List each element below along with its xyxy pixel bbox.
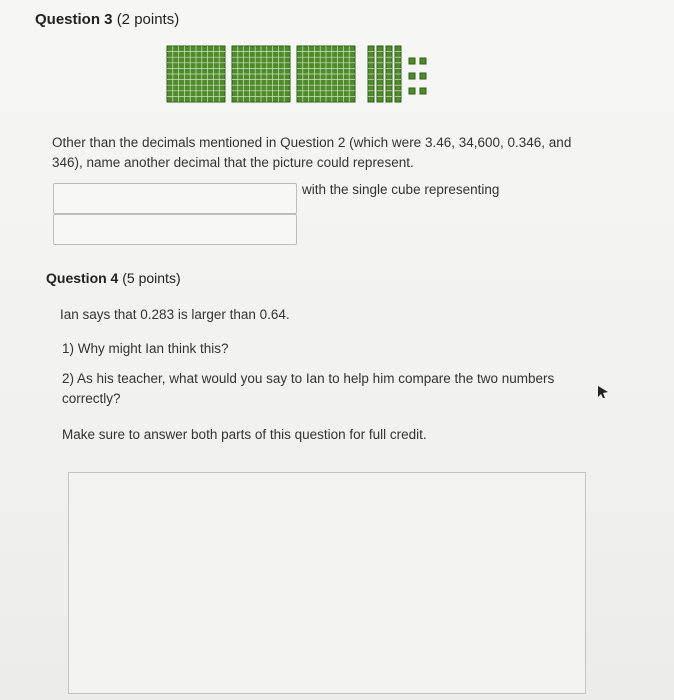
unit-cube-1 [409, 58, 415, 64]
flat-block-3 [297, 46, 355, 102]
question-3-header [35, 11, 179, 28]
rod-block-4 [395, 46, 401, 102]
rod-block-3 [386, 46, 392, 102]
mouse-cursor-icon [597, 385, 609, 399]
unit-cube-2 [409, 73, 415, 79]
question-4-label: Question 4 [46, 270, 119, 286]
flat-block-1 [167, 46, 225, 102]
base-ten-blocks-svg [165, 44, 465, 106]
base-ten-blocks-picture [165, 44, 465, 106]
unit-cube-5 [420, 73, 426, 79]
rod-block-2 [377, 46, 383, 102]
question-3-points: (2 points) [116, 11, 180, 28]
question-4-header [46, 270, 181, 286]
question-3-label: Question 3 [35, 11, 113, 28]
question-4-statement: Ian says that 0.283 is larger than 0.64. [60, 307, 290, 322]
single-cube-value-field[interactable] [53, 214, 297, 245]
question-4-instruction: Make sure to answer both parts of this question for full credit. [62, 427, 427, 442]
unit-cube-3 [409, 88, 415, 94]
rod-block-1 [368, 46, 374, 102]
question-4-answer-box[interactable] [68, 472, 586, 694]
unit-cube-6 [420, 88, 426, 94]
question-4-part-2: 2) As his teacher, what would you say to Ian to help him compare the two numbers correctly? [62, 371, 555, 406]
question-3-prompt: Other than the decimals mentioned in Question 2 (which were 3.46, 34,600, 0.346, and 346), name another decimal that the picture could represent. [52, 135, 572, 170]
decimal-answer-field[interactable] [53, 183, 297, 214]
single-cube-label: with the single cube representing [302, 182, 500, 197]
flat-block-2 [232, 46, 290, 102]
unit-cube-4 [420, 58, 426, 64]
question-4-points: (5 points) [122, 270, 181, 286]
question-4-part-1: 1) Why might Ian think this? [62, 341, 229, 356]
